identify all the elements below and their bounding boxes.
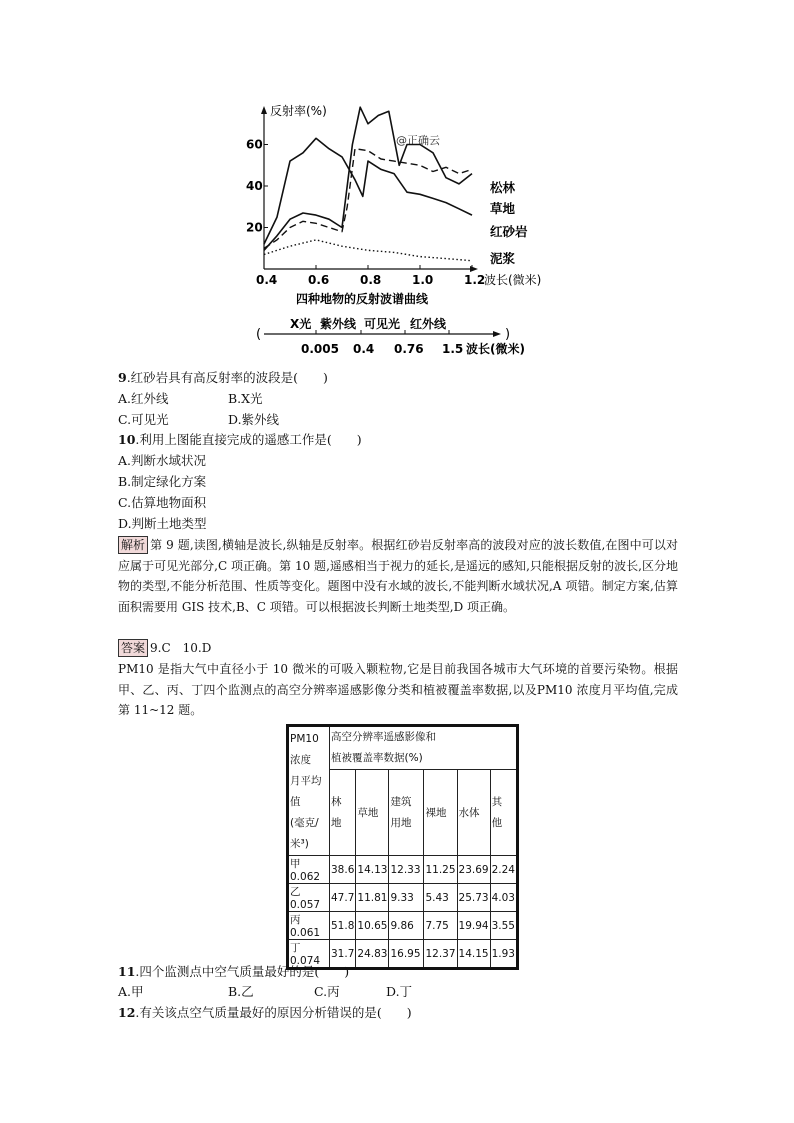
q10-number: 10 [118,432,136,447]
col-header-grass: 草地 [356,770,389,856]
scale-label-visible: 可见光 [364,317,401,331]
q11-number: 11 [118,964,136,979]
other-cell: 3.55 [490,912,517,940]
scale-paren-open: ( [256,327,262,342]
other-cell: 1.93 [490,940,517,969]
q9-option-a[interactable]: A.红外线 [118,391,169,406]
forest-cell: 31.7 [330,940,356,969]
q9-options-row1 [118,389,263,409]
scale-unit: 波长(微米) [466,342,525,356]
building-cell: 12.33 [389,856,424,884]
x-axis-arrow [470,266,478,272]
scale-paren-close: ) [505,327,511,342]
q11-option-d[interactable]: D.丁 [386,984,413,999]
building-cell: 9.33 [389,884,424,912]
building-cell: 9.86 [389,912,424,940]
water-cell: 19.94 [457,912,490,940]
bare-cell: 5.43 [424,884,457,912]
x-tick-label: 0.6 [308,273,330,287]
q11-option-b[interactable]: B.乙 [228,984,254,999]
grass-cell: 11.81 [356,884,389,912]
scale-tick-label-4: 1.5 [442,342,464,356]
answer-tag: 答案 [118,639,148,657]
grass-cell: 24.83 [356,940,389,969]
answer-block [118,638,211,658]
pm-cell: 丙0.061 [288,912,330,940]
x-tick-label: 1.2 [464,273,486,287]
series-label-3: 红砂岩 [490,224,528,239]
bare-cell: 7.75 [424,912,457,940]
q10-text: .利用上图能直接完成的遥感工作是( ) [135,432,362,447]
col-header-bare: 裸地 [424,770,457,856]
chart-title: 四种地物的反射波谱曲线 [296,292,429,306]
q10-option-d[interactable]: D.判断土地类型 [118,516,207,531]
pm10-data-table [286,724,519,970]
table-row [288,856,518,884]
series-label-2: 草地 [490,201,516,216]
q11-stem [118,962,349,982]
building-cell: 16.95 [389,940,424,969]
y-tick-label: 60 [246,137,263,152]
col-header-water: 水体 [457,770,490,856]
q9-option-d[interactable]: D.紫外线 [228,412,280,427]
series-label-1: 松林 [490,180,516,195]
chart-axes [261,106,478,272]
q11-option-a[interactable]: A.甲 [118,984,144,999]
q9-option-c[interactable]: C.可见光 [118,412,169,427]
series-line-3 [264,138,472,244]
pm10-intro: PM10 是指大气中直径小于 10 微米的可吸入颗粒物,它是目前我国各城市大气环境的首要污染物。根据甲、乙、丙、丁四个监测点的高空分辨率遥感影像分类和植被覆盖率数据,以及PM10 浓度月平均值,完成第 11~12 题。 [118,662,678,717]
water-cell: 23.69 [457,856,490,884]
q9-stem [118,368,328,388]
forest-cell: 47.7 [330,884,356,912]
y-axis-arrow [261,106,267,114]
bare-cell: 12.37 [424,940,457,969]
pm-cell: 丁0.074 [288,940,330,969]
q10-option-a[interactable]: A.判断水域状况 [118,453,207,468]
scale-label-ir: 红外线 [410,317,447,331]
series-line-2 [264,107,472,250]
scale-label-xray: X光 [290,317,312,331]
q9-text: .红砂岩具有高反射率的波段是( ) [126,370,328,385]
q12-number: 12 [118,1005,136,1020]
other-cell: 4.03 [490,884,517,912]
pm10-header-cell: PM10 浓度 月平均 值 (毫克/ 米³) [288,726,330,856]
col-header-building: 建筑 用地 [389,770,424,856]
forest-cell: 38.6 [330,856,356,884]
scale-tick-label-3: 0.76 [394,342,424,356]
y-tick-label: 20 [246,220,263,235]
water-cell: 25.73 [457,884,490,912]
grass-cell: 14.13 [356,856,389,884]
table-row [288,912,518,940]
x-tick-label: 1.0 [412,273,434,287]
q11-text: .四个监测点中空气质量最好的是( ) [135,964,350,979]
col-header-forest: 林 地 [330,770,356,856]
pm-cell: 甲0.062 [288,856,330,884]
watermark-text: @正确云 [396,134,440,147]
x-tick-label: 0.8 [360,273,382,287]
y-axis-label: 反射率(%) [270,104,327,118]
series-line-4 [264,240,472,261]
q11-options [118,982,412,1002]
forest-cell: 51.8 [330,912,356,940]
q12-text: .有关该点空气质量最好的原因分析错误的是( ) [135,1005,412,1020]
q9-options-row2 [118,410,279,430]
scale-arrow [493,331,501,337]
col-header-other: 其 他 [490,770,517,856]
analysis-tag: 解析 [118,536,148,554]
answer-text: 9.C 10.D [150,641,212,655]
q10-option-b[interactable]: B.制定绿化方案 [118,474,207,489]
grass-cell: 10.65 [356,912,389,940]
x-tick-label: 0.4 [256,273,278,287]
other-cell: 2.24 [490,856,517,884]
y-tick-label: 40 [246,179,263,193]
water-cell: 14.15 [457,940,490,969]
table-row [288,884,518,912]
reflectance-chart [0,0,794,370]
table-header-row [288,726,518,770]
q10-option-c[interactable]: C.估算地物面积 [118,495,207,510]
bare-cell: 11.25 [424,856,457,884]
scale-tick-label-2: 0.4 [353,342,375,356]
x-axis-label: 波长(微米) [484,273,542,287]
series-label-4: 泥浆 [490,251,516,266]
scale-label-uv: 紫外线 [320,317,357,331]
q11-option-c[interactable]: C.丙 [314,984,340,999]
group-header-cell: 高空分辨率遥感影像和 植被覆盖率数据(%) [330,726,518,770]
scale-tick-label-1: 0.005 [301,342,339,356]
analysis-block [118,535,678,617]
q9-option-b[interactable]: B.X光 [228,391,263,406]
q9-number: 9 [118,370,127,385]
analysis-text: 第 9 题,读图,横轴是波长,纵轴是反射率。根据红砂岩反射率高的波段对应的波长数值,在图中可以对应属于可见光部分,C 项正确。第 10 题,遥感相当于视力的延长,是遥远的感知,只能根据反射的波长,区分地物的类型,不能分析范围、性质等变化。题图中没有水域的波长,不能判断水域状况,A 项错。制定方案,估算面积需要用 GIS 技术,B、C 项错。可以根据波长判断土地类型,D 项正确。 [118,538,678,614]
pm-cell: 乙0.057 [288,884,330,912]
q10-stem [118,430,362,450]
q12-stem [118,1003,412,1023]
